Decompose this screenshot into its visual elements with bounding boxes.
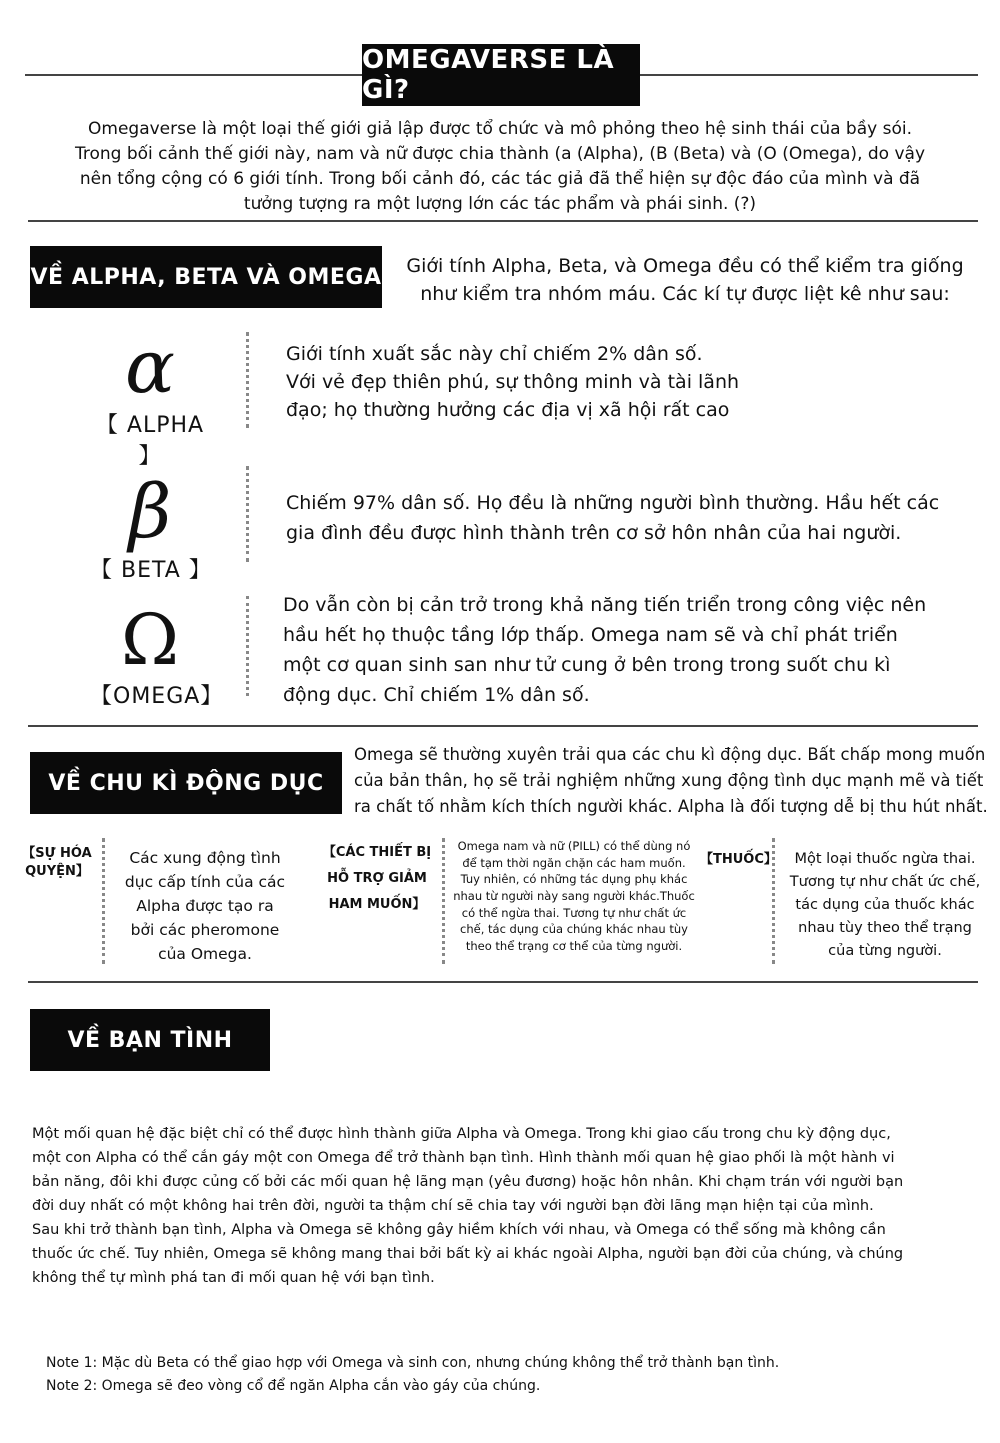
term-imprint-def-line: Các xung động tình bbox=[129, 849, 281, 867]
term-imprint-def-line: dục cấp tính của các bbox=[124, 873, 286, 891]
alpha-label: 【 ALPHA 】 bbox=[95, 413, 205, 469]
section-abo-desc-line: như kiểm tra nhóm máu. Các kí tự được liệt kê như sau: bbox=[420, 283, 950, 305]
omega-desc-line: động dục. Chỉ chiếm 1% dân số. bbox=[283, 684, 590, 706]
term-suppressant-def-line: để tạm thời ngăn chặn các ham muốn. bbox=[462, 855, 686, 870]
note-1: Note 1: Mặc dù Beta có thể giao hợp với Omega và sinh con, nhưng chúng không thể trở thành bạn tình. bbox=[46, 1355, 780, 1371]
section-mate-line: thuốc ức chế. Tuy nhiên, Omega sẽ không mang thai bởi bất kỳ ai khác ngoài Alpha, người bạn đời của chúng, và chúng bbox=[32, 1246, 904, 1262]
alpha-desc-line: Giới tính xuất sắc này chỉ chiếm 2% dân số. bbox=[286, 343, 703, 365]
term-suppressant-definition bbox=[448, 838, 700, 955]
omega-symbol: Ω bbox=[120, 599, 180, 681]
section-mate-line: đời duy nhất có một không hai trên đời, người ta thậm chí sẽ chia tay với người bạn đời lãng mạn hiện tại của mình. bbox=[32, 1198, 874, 1214]
term-imprint bbox=[22, 845, 92, 880]
omega-separator bbox=[246, 596, 249, 696]
alpha-symbol: α bbox=[125, 324, 175, 410]
section-mate-title-text: VỀ BẠN TÌNH bbox=[67, 1027, 233, 1053]
beta-symbol: β bbox=[128, 469, 172, 555]
section-heat-desc bbox=[354, 742, 994, 820]
term-imprint-definition bbox=[112, 846, 298, 966]
header-rule-right bbox=[638, 74, 978, 76]
term-suppressant-line: HAM MUỐN】 bbox=[328, 897, 426, 912]
beta-symbol-block bbox=[90, 469, 212, 584]
omega-desc-line: một cơ quan sinh san như tử cung ở bên trong trong suốt chu kì bbox=[283, 654, 891, 676]
term-imprint-def-line: bởi các pheromone bbox=[130, 921, 280, 939]
term-suppressant-def-line: có thể ngừa thai. Tương tự như chất ức bbox=[461, 905, 687, 920]
term-pill-def-line: Một loại thuốc ngừa thai. bbox=[794, 851, 976, 867]
term-suppressant-def-line: nhau từ người này sang người khác.Thuốc bbox=[453, 889, 695, 904]
alpha-separator bbox=[246, 332, 249, 428]
section-heat-desc-line: ra chất tố nhằm kích thích người khác. Alpha là đối tượng dễ bị thu hút nhất. bbox=[354, 797, 988, 816]
term-suppressant-def-line: chế, tác dụng của chúng khác nhau tùy bbox=[460, 922, 688, 937]
term-suppressant-def-line: Omega nam và nữ (PILL) có thể dùng nó bbox=[457, 839, 691, 853]
section-abo-title bbox=[30, 246, 382, 308]
term-pill-line: 【THUỐC】 bbox=[700, 852, 777, 867]
section-heat-title-text: VỀ CHU KÌ ĐỘNG DỤC bbox=[48, 770, 324, 796]
intro-line: Trong bối cảnh thế giới này, nam và nữ được chia thành (a (Alpha), (B (Beta) và (O (Omega), do vậy bbox=[74, 144, 926, 164]
section-mate-title bbox=[30, 1009, 270, 1071]
term-suppressant bbox=[318, 840, 436, 918]
term-imprint-line: QUYỆN】 bbox=[25, 863, 89, 879]
beta-desc-line: Chiếm 97% dân số. Họ đều là những người bình thường. Hầu hết các bbox=[286, 492, 940, 514]
alpha-desc-line: Với vẻ đẹp thiên phú, sự thông minh và tài lãnh bbox=[286, 371, 740, 393]
term-suppressant-separator bbox=[442, 838, 445, 964]
omega-label: 【OMEGA】 bbox=[90, 684, 224, 709]
intro-paragraph bbox=[40, 117, 960, 217]
page-title bbox=[362, 44, 640, 106]
alpha-symbol-block bbox=[90, 324, 210, 470]
section-mate-line: bản năng, đôi khi được củng cố bởi các mối quan hệ lãng mạn (yêu đương) hoặc hôn nhân. Khi chạm trán với người bạn bbox=[32, 1174, 904, 1190]
omega-desc-line: hầu hết họ thuộc tầng lớp thấp. Omega nam sẽ và chỉ phát triển bbox=[283, 624, 898, 646]
alpha-desc-line: đạo; họ thường hưởng các địa vị xã hội rất cao bbox=[286, 399, 730, 421]
section-mate-line: Sau khi trở thành bạn tình, Alpha và Omega sẽ không gây hiềm khích với nhau, và Omega có thể sống mà không cần bbox=[32, 1222, 886, 1238]
omega-description bbox=[283, 590, 978, 710]
section-heat-desc-line: Omega sẽ thường xuyên trải qua các chu kì động dục. Bất chấp mong muốn bbox=[354, 745, 986, 764]
divider-1 bbox=[28, 220, 978, 222]
page-title-text: OMEGAVERSE LÀ GÌ? bbox=[362, 45, 615, 105]
term-imprint-def-line: của Omega. bbox=[158, 945, 252, 963]
section-heat-title bbox=[30, 752, 342, 814]
term-pill-def-line: Tương tự như chất ức chế, bbox=[789, 874, 981, 890]
term-pill-definition bbox=[780, 848, 990, 963]
intro-line: tưởng tượng ra một lượng lớn các tác phẩm và phái sinh. (?) bbox=[243, 194, 757, 214]
alpha-description bbox=[286, 340, 966, 424]
beta-description bbox=[286, 488, 976, 548]
term-suppressant-def-line: theo thể trạng cơ thể của từng người. bbox=[465, 939, 683, 954]
divider-3 bbox=[28, 981, 978, 983]
term-pill-separator bbox=[772, 838, 775, 964]
omega-desc-line: Do vẫn còn bị cản trở trong khả năng tiến triển trong công việc nên bbox=[283, 594, 927, 616]
section-mate-line: một con Alpha có thể cắn gáy một con Omega để trở thành bạn tình. Hình thành mối quan hệ giao phối là một hành vi bbox=[32, 1150, 895, 1166]
term-pill-def-line: nhau tùy theo thể trạng bbox=[798, 920, 972, 936]
section-mate-line: Một mối quan hệ đặc biệt chỉ có thể được hình thành giữa Alpha và Omega. Trong khi giao cấu trong chu kỳ động dục, bbox=[32, 1126, 891, 1142]
note-2: Note 2: Omega sẽ đeo vòng cổ để ngăn Alpha cắn vào gáy của chúng. bbox=[46, 1378, 541, 1394]
beta-separator bbox=[246, 466, 249, 562]
divider-2 bbox=[28, 725, 978, 727]
term-pill bbox=[700, 851, 777, 869]
term-pill-def-line: của từng người. bbox=[828, 943, 942, 959]
term-imprint-def-line: Alpha được tạo ra bbox=[136, 897, 274, 915]
section-mate-paragraph bbox=[32, 1122, 977, 1290]
term-pill-def-line: tác dụng của thuốc khác bbox=[795, 897, 975, 913]
section-mate-line: không thể tự mình phá tan đi mối quan hệ với bạn tình. bbox=[32, 1270, 435, 1286]
term-suppressant-line: 【CÁC THIẾT BỊ bbox=[322, 845, 432, 860]
term-suppressant-def-line: Tuy nhiên, có những tác dụng phụ khác bbox=[460, 872, 688, 887]
intro-line: Omegaverse là một loại thế giới giả lập được tổ chức và mô phỏng theo hệ sinh thái của bầy sói. bbox=[88, 119, 912, 139]
beta-label: 【 BETA 】 bbox=[90, 558, 212, 583]
intro-line: nên tổng cộng có 6 giới tính. Trong bối cảnh đó, các tác giả đã thể hiện sự độc đáo của mình và đã bbox=[79, 169, 921, 189]
header-rule-left bbox=[25, 74, 365, 76]
notes bbox=[46, 1352, 976, 1398]
term-suppressant-line: HỖ TRỢ GIẢM bbox=[327, 871, 427, 886]
term-imprint-separator bbox=[102, 838, 105, 964]
section-heat-desc-line: của bản thân, họ sẽ trải nghiệm những xung động tình dục mạnh mẽ và tiết bbox=[354, 771, 984, 790]
omega-symbol-block bbox=[90, 599, 224, 710]
section-abo-desc bbox=[392, 252, 978, 308]
section-abo-desc-line: Giới tính Alpha, Beta, và Omega đều có thể kiểm tra giống bbox=[406, 255, 964, 277]
section-abo-title-text: VỀ ALPHA, BETA VÀ OMEGA bbox=[30, 264, 382, 290]
term-imprint-line: 【SỰ HÓA bbox=[22, 846, 92, 861]
beta-desc-line: gia đình đều được hình thành trên cơ sở hôn nhân của hai người. bbox=[286, 522, 902, 544]
